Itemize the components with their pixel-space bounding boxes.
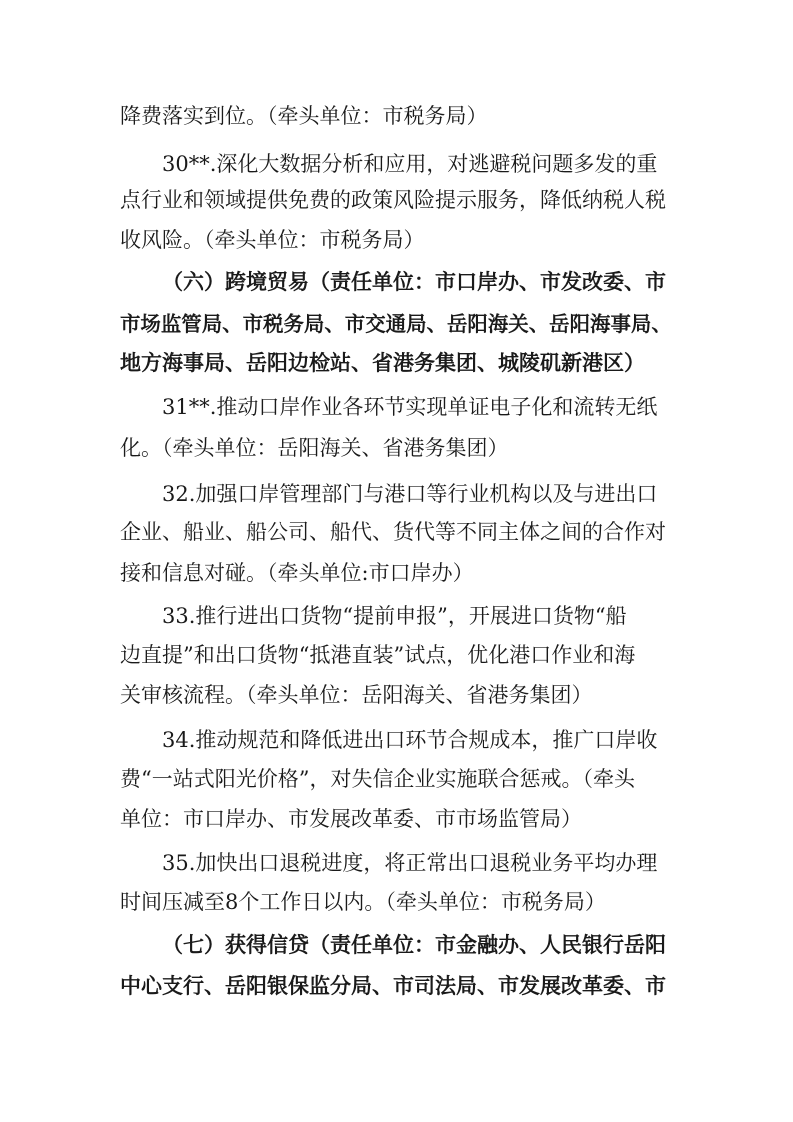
- text-line: 接和信息对碰。（牵头单位:市口岸办）: [120, 561, 474, 585]
- item-34-line: 34.推动规范和降低进出口环节合规成本，推广口岸收: [162, 728, 658, 752]
- section-heading-line: 中心支行、岳阳银保监分局、市司法局、市发展改革委、市: [120, 974, 666, 998]
- text-line: 企业、船业、船公司、船代、货代等不同主体之间的合作对: [120, 520, 666, 544]
- text-line: 单位：市口岸办、市发展改革委、市市场监管局）: [120, 807, 582, 831]
- item-30-line: 30**.深化大数据分析和应用，对逃避税问题多发的重: [162, 152, 658, 176]
- section-heading-cross-border-trade: （六）跨境贸易（责任单位：市口岸办、市发改委、市: [162, 270, 666, 294]
- item-33-line: 33.推行进出口货物“提前申报”，开展进口货物“船: [162, 604, 627, 628]
- text-line: 费“一站式阳光价格”，对失信企业实施联合惩戒。（牵头: [120, 767, 635, 791]
- text-line: 关审核流程。（牵头单位：岳阳海关、省港务集团）: [120, 683, 593, 707]
- text-line: 边直提”和出口货物“抵港直装”试点，优化港口作业和海: [120, 643, 636, 667]
- section-heading-line: 市场监管局、市税务局、市交通局、岳阳海关、岳阳海事局、: [120, 312, 672, 336]
- item-35-line: 35.加快出口退税进度，将正常出口退税业务平均办理: [162, 851, 658, 875]
- text-line: 降费落实到位。（牵头单位：市税务局）: [120, 104, 488, 128]
- section-heading-line: 地方海事局、岳阳边检站、省港务集团、城陵矶新港区）: [120, 351, 645, 375]
- item-32-line: 32.加强口岸管理部门与港口等行业机构以及与进出口: [162, 482, 658, 506]
- item-31-line: 31**.推动口岸作业各环节实现单证电子化和流转无纸: [162, 395, 658, 419]
- section-heading-credit: （七）获得信贷（责任单位：市金融办、人民银行岳阳: [162, 933, 666, 957]
- text-line: 点行业和领域提供免费的政策风险提示服务，降低纳税人税: [120, 188, 666, 212]
- text-line: 时间压减至8个工作日以内。（牵头单位：市税务局）: [120, 890, 606, 914]
- text-line: 化。（牵头单位：岳阳海关、省港务集团）: [120, 436, 509, 460]
- text-line: 收风险。（牵头单位：市税务局）: [120, 228, 425, 252]
